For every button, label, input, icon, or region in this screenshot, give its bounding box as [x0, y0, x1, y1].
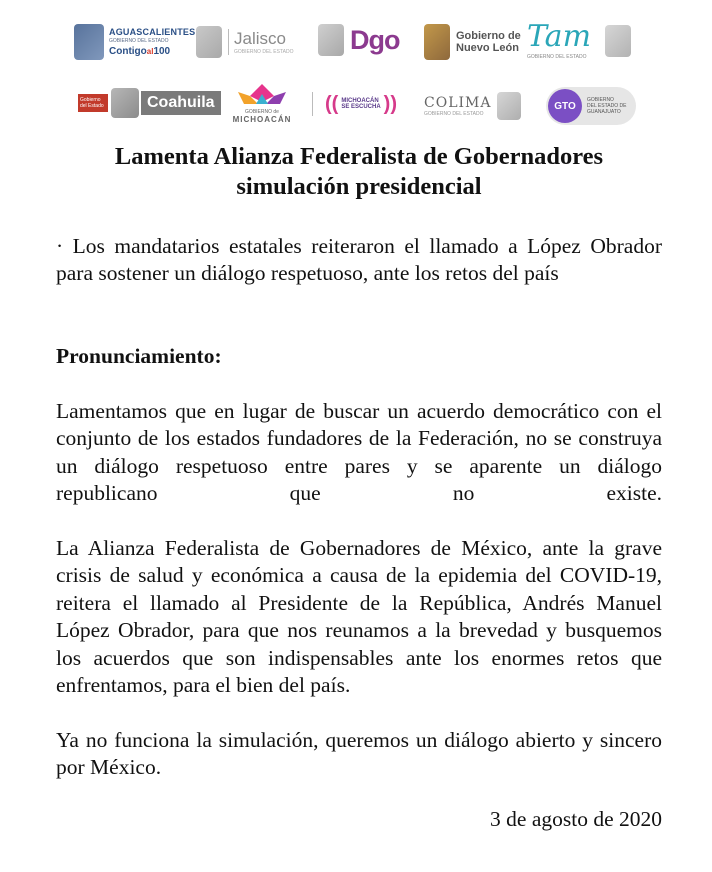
jalisco-sub: GOBIERNO DEL ESTADO: [234, 49, 294, 55]
aguascalientes-seal-icon: [74, 24, 104, 60]
durango-name: Dgo: [350, 24, 400, 55]
nuevo-leon-seal-icon: [424, 24, 450, 60]
jalisco-logo: [196, 26, 293, 58]
coahuila-logo: [78, 88, 221, 118]
title-line-1: Lamenta Alianza Federalista de Gobernadores: [114, 143, 604, 170]
guanajuato-logo: [546, 87, 636, 125]
colima-seal-icon: [497, 92, 521, 120]
jalisco-name: Jalisco: [234, 29, 286, 48]
aguascalientes-slogan-c: 100: [153, 46, 171, 57]
nuevo-leon-line2: Nuevo León: [456, 42, 519, 54]
document-date: 3 de agosto de 2020: [490, 807, 662, 831]
michoacan-logo: [230, 82, 294, 124]
guanajuato-line1: GOBIERNO: [587, 97, 614, 103]
document-title: [56, 142, 662, 202]
tamaulipas-seal-icon: [605, 25, 631, 57]
aguascalientes-sub: GOBIERNO DEL ESTADO: [109, 38, 169, 44]
michoacan-escucha-logo: [312, 92, 397, 116]
paragraph-1: Lamentamos que en lugar de buscar un acuerdo democrático con el conjunto de los estados fundadores de la Federación, no se construya un diálogo respetuoso entre pares y se aparente un diálogo republicano que no existe.: [56, 399, 662, 506]
nuevo-leon-logo: [424, 24, 521, 60]
michoacan-name: MICHOACÁN: [232, 115, 292, 124]
aguascalientes-slogan-b: al: [146, 47, 154, 56]
nuevo-leon-line1: Gobierno de: [456, 30, 521, 42]
tamaulipas-logo: [527, 19, 631, 60]
durango-seal-icon: [318, 24, 344, 56]
aguascalientes-slogan-a: Contigo: [109, 46, 147, 57]
coahuila-seal-icon: [111, 88, 139, 118]
guanajuato-line2: DEL ESTADO DE: [587, 103, 627, 109]
michoacan-top: GOBIERNO de: [245, 109, 279, 115]
tamaulipas-sub: GOBIERNO DEL ESTADO: [527, 54, 587, 60]
gto-badge: GTO: [548, 89, 582, 123]
paragraph-2: La Alianza Federalista de Gobernadores de México, ante la grave crisis de salud y económica a causa de la epidemia del COVID-19, reitera el llamado al Presidente de la República, Andrés Manuel López Obrador, para que nos reunamos a la brevedad y busquemos los acuerdos que son indispensables ante los enormes retos que enfrentamos, para el bien del país.: [56, 536, 662, 698]
durango-logo: [318, 24, 399, 56]
guanajuato-line3: GUANAJUATO: [587, 109, 621, 115]
aguascalientes-name: AGUASCALIENTES: [109, 27, 196, 37]
coahuila-prefix: Gobierno del Estado: [78, 94, 108, 112]
paragraph-3: Ya no funciona la simulación, queremos un diálogo abierto y sincero por México.: [56, 728, 662, 780]
sound-wave-right-icon: )): [383, 92, 397, 115]
michoacan-monarch-icon: [230, 82, 294, 108]
coahuila-name: Coahuila: [141, 91, 221, 115]
aguascalientes-logo: [74, 24, 195, 60]
divider-line: [312, 92, 313, 116]
jalisco-seal-icon: [196, 26, 222, 58]
state-logos-banner: [0, 0, 712, 140]
summary-bullet: · Los mandatarios estatales reiteraron el llamado a López Obrador para sostener un diálogo respetuoso, ante los retos del país: [56, 234, 662, 286]
michoacan-escucha-line2: SE ESCUCHA: [341, 104, 381, 110]
colima-sub: GOBIERNO DEL ESTADO: [424, 111, 484, 117]
colima-logo: [424, 92, 521, 120]
section-heading: Pronunciamiento:: [56, 344, 222, 368]
title-line-2: simulación presidencial: [236, 173, 482, 200]
sound-wave-left-icon: ((: [325, 92, 339, 115]
tamaulipas-name: Tam: [527, 19, 592, 54]
michoacan-escucha-line1: MICHOACÁN: [341, 98, 379, 104]
colima-name: COLIMA: [424, 95, 492, 111]
